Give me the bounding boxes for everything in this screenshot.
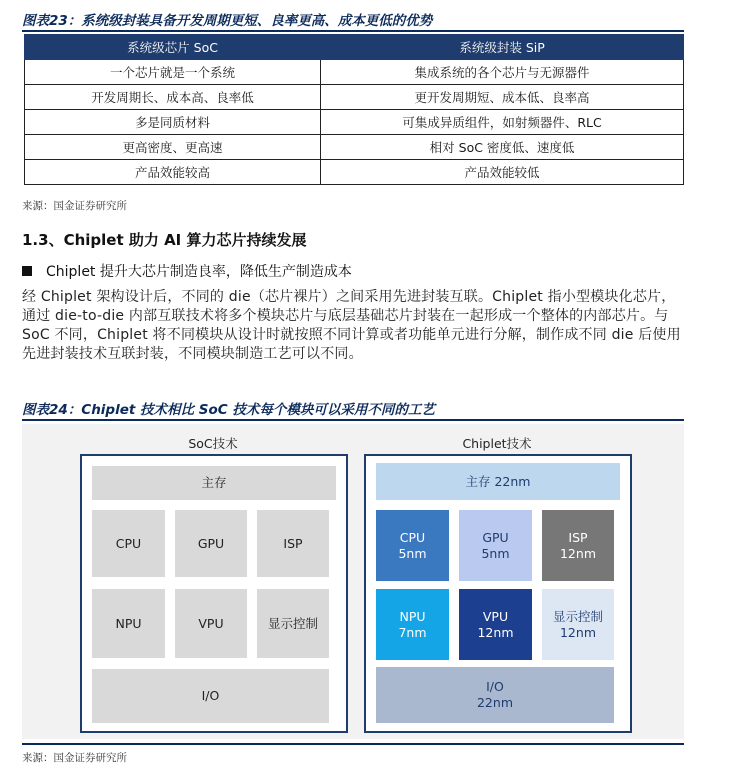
table-row <box>25 110 684 135</box>
table-cell: 更高密度、更高速 <box>25 135 321 160</box>
bullet-text: Chiplet 提升大芯片制造良率，降低生产制造成本 <box>46 264 352 280</box>
table-cell: 集成系统的各个芯片与无源器件 <box>321 60 684 85</box>
figure-24-bottom-rule <box>22 743 684 745</box>
table-cell: 一个芯片就是一个系统 <box>25 60 321 85</box>
chiplet-npu-block: NPU 7nm <box>376 589 449 660</box>
soc-cpu-block: CPU <box>92 510 165 577</box>
table-row <box>25 160 684 185</box>
section-heading: 1.3、Chiplet 助力 AI 算力芯片持续发展 <box>22 231 307 249</box>
soc-gpu-block: GPU <box>175 510 247 577</box>
chiplet-cpu-block: CPU 5nm <box>376 510 449 581</box>
table-cell: 开发周期长、成本高、良率低 <box>25 85 321 110</box>
soc-io-block: I/O <box>92 669 329 723</box>
figure-24-title: 图表24：Chiplet 技术相比 SoC 技术每个模块可以采用不同的工艺 <box>22 402 435 418</box>
table-cell: 多是同质材料 <box>25 110 321 135</box>
column-header-soc: 系统级芯片 SoC <box>25 35 321 60</box>
table-cell: 相对 SoC 密度低、速度低 <box>321 135 684 160</box>
chiplet-gpu-block: GPU 5nm <box>459 510 532 581</box>
table-cell: 可集成异质组件，如射频器件、RLC <box>321 110 684 135</box>
table-header-row <box>25 35 684 60</box>
figure-24-rule <box>22 419 684 421</box>
soc-panel <box>80 454 348 733</box>
soc-display-block: 显示控制 <box>257 589 329 658</box>
chiplet-display-block: 显示控制 12nm <box>542 589 614 660</box>
table-row <box>25 85 684 110</box>
soc-panel-title: SoC技术 <box>188 436 238 451</box>
bullet-point <box>22 261 352 281</box>
soc-vs-sip-table <box>24 34 684 185</box>
figure-24-source: 来源：国金证券研究所 <box>22 752 127 764</box>
body-paragraph: 经 Chiplet 架构设计后，不同的 die（芯片裸片）之间采用先进封装互联。Chiplet 指小型模块化芯片，通过 die-to-die 内部互联技术将多个模块芯片与底层基础芯片封装在一起形成一个整体的内部芯片。与 SoC 不同，Chiplet 将不同模块从设计时就按照不同计算或者功能单元进行分解，制作成不同 die 后使用先进封装技术互联封装，不同模块制造工艺可以不同。 <box>22 289 681 362</box>
table-cell: 产品效能较高 <box>25 160 321 185</box>
figure-23-source: 来源：国金证券研究所 <box>22 200 127 212</box>
soc-isp-block: ISP <box>257 510 329 577</box>
figure-23-rule <box>22 30 684 32</box>
chiplet-io-block: I/O 22nm <box>376 667 614 723</box>
bullet-square-icon <box>22 266 32 276</box>
chiplet-panel-title: Chiplet技术 <box>462 436 532 451</box>
chiplet-isp-block: ISP 12nm <box>542 510 614 581</box>
chiplet-panel <box>364 454 632 733</box>
soc-vpu-block: VPU <box>175 589 247 658</box>
table-cell: 更开发周期短、成本低、良率高 <box>321 85 684 110</box>
column-header-sip: 系统级封装 SiP <box>321 35 684 60</box>
soc-npu-block: NPU <box>92 589 165 658</box>
table-cell: 产品效能较低 <box>321 160 684 185</box>
chiplet-vpu-block: VPU 12nm <box>459 589 532 660</box>
table-row <box>25 60 684 85</box>
soc-vs-chiplet-diagram <box>22 424 684 739</box>
soc-memory-block: 主存 <box>92 466 336 500</box>
table-row <box>25 135 684 160</box>
figure-23-title: 图表23：系统级封装具备开发周期更短、良率更高、成本更低的优势 <box>22 13 433 29</box>
chiplet-memory-block: 主存 22nm <box>376 463 620 500</box>
